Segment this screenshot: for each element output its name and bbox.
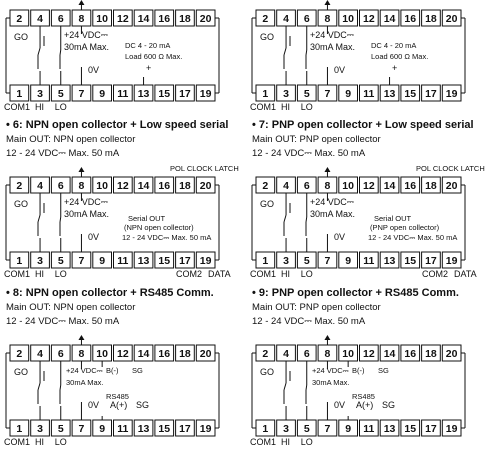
analog-output-label: DC 4 - 20 mA <box>371 41 417 50</box>
terminal-number: 1 <box>16 88 23 100</box>
terminal-number: 20 <box>199 13 212 25</box>
serial-out-label: Serial OUT <box>128 214 166 223</box>
terminal-number: 15 <box>404 255 417 267</box>
terminal-number: 5 <box>57 423 64 435</box>
wire <box>284 48 286 55</box>
terminal-number: 6 <box>57 180 64 192</box>
hi-label: HI <box>281 437 291 447</box>
go-label: GO <box>14 199 29 209</box>
terminal-number: 2 <box>262 13 269 25</box>
hi-label: HI <box>281 269 291 279</box>
plus-label: + <box>146 63 152 73</box>
terminal-number: 9 <box>99 423 106 435</box>
wire <box>60 385 61 390</box>
com1-label: COM1 <box>4 102 31 112</box>
terminal-number: 19 <box>199 423 212 435</box>
terminal-number: 7 <box>324 88 331 100</box>
terminal-number: 17 <box>179 255 191 267</box>
terminal-number: 15 <box>158 423 171 435</box>
terminal-number: 15 <box>404 423 417 435</box>
terminal-number: 3 <box>283 423 289 435</box>
terminal-number: 17 <box>179 88 191 100</box>
terminal-number: 3 <box>37 255 43 267</box>
terminal-number: 16 <box>158 13 171 25</box>
terminal-number: 10 <box>96 13 108 25</box>
supply-current-label: 30mA Max. <box>64 42 110 52</box>
terminal-number: 9 <box>99 88 106 100</box>
lo-label: LO <box>300 102 313 112</box>
wire <box>306 50 307 55</box>
terminal-number: 18 <box>179 348 191 360</box>
zero-volt-label: 0V <box>88 400 100 410</box>
terminal-number: 5 <box>303 423 310 435</box>
terminal-number: 1 <box>262 255 269 267</box>
a-plus-label: A(+) <box>110 400 128 410</box>
lo-label: LO <box>300 437 313 447</box>
terminal-number: 16 <box>158 180 171 192</box>
terminal-number: 18 <box>425 13 437 25</box>
terminal-number: 12 <box>117 13 129 25</box>
terminal-number: 9 <box>345 255 352 267</box>
com2-label: COM2 <box>422 269 449 279</box>
caption-title: • 9: PNP open collector + RS485 Comm. <box>252 287 459 299</box>
terminal-number: 16 <box>404 348 417 360</box>
terminal-number: 16 <box>404 13 417 25</box>
supply-voltage-label: +24 VDC⎓ <box>310 197 354 207</box>
terminal-number: 4 <box>37 348 43 360</box>
go-label: GO <box>260 199 275 209</box>
go-label: GO <box>14 367 29 377</box>
terminal-number: 10 <box>96 348 108 360</box>
terminal-number: 3 <box>37 423 43 435</box>
terminal-number: 13 <box>137 88 150 100</box>
terminal-number: 15 <box>158 88 171 100</box>
terminal-number: 6 <box>303 180 310 192</box>
rs485-label: RS485 <box>106 392 129 401</box>
terminal-number: 14 <box>137 348 150 360</box>
arrow-up-icon <box>324 335 330 340</box>
terminal-number: 6 <box>303 13 310 25</box>
terminal-number: 5 <box>303 255 310 267</box>
terminal-number: 17 <box>179 423 191 435</box>
terminal-number: 5 <box>57 88 64 100</box>
caption-spec: 12 - 24 VDC⎓ Max. 50 mA <box>6 148 120 159</box>
caption-spec: 12 - 24 VDC⎓ Max. 50 mA <box>252 316 366 327</box>
serial-out-label: Serial OUT <box>374 214 412 223</box>
arrow-up-icon <box>78 0 84 5</box>
terminal-number: 19 <box>199 88 212 100</box>
hi-label: HI <box>35 269 45 279</box>
terminal-number: 14 <box>137 180 150 192</box>
terminal-number: 18 <box>179 13 191 25</box>
hi-label: HI <box>281 102 291 112</box>
terminal-number: 1 <box>262 88 269 100</box>
wire <box>284 383 286 390</box>
terminal-number: 14 <box>137 13 150 25</box>
load-label: Load 600 Ω Max. <box>371 52 429 61</box>
wire <box>60 50 61 55</box>
data-label: DATA <box>208 269 231 279</box>
b-minus-label: B(-) <box>106 366 119 375</box>
rs485-label: RS485 <box>352 392 375 401</box>
terminal-number: 13 <box>383 88 396 100</box>
terminal-number: 8 <box>78 348 85 360</box>
serial-spec-label: 12 - 24 VDC⎓ Max. 50 mA <box>368 233 458 242</box>
terminal-number: 18 <box>425 180 437 192</box>
caption-main-out: Main OUT: NPN open collector <box>6 302 136 313</box>
wire <box>38 215 40 222</box>
terminal-number: 14 <box>383 13 396 25</box>
terminal-number: 4 <box>283 13 289 25</box>
caption-spec: 12 - 24 VDC⎓ Max. 50 mA <box>6 316 120 327</box>
terminal-number: 17 <box>425 88 437 100</box>
terminal-number: 11 <box>117 88 129 100</box>
data-label: DATA <box>454 269 477 279</box>
terminal-number: 7 <box>78 88 85 100</box>
terminal-number: 10 <box>96 180 108 192</box>
wire <box>284 215 286 222</box>
terminal-number: 15 <box>404 88 417 100</box>
com1-label: COM1 <box>250 102 277 112</box>
terminal-number: 3 <box>283 255 289 267</box>
terminal-number: 19 <box>445 88 458 100</box>
terminal-number: 9 <box>345 423 352 435</box>
serial-type-label: (PNP open collector) <box>370 223 440 232</box>
zero-volt-label: 0V <box>88 65 100 75</box>
com1-label: COM1 <box>4 437 31 447</box>
zero-volt-label: 0V <box>88 232 100 242</box>
zero-volt-label: 0V <box>334 400 346 410</box>
wire <box>306 217 307 222</box>
pol-clock-latch-label: POL CLOCK LATCH <box>416 164 485 173</box>
sg-bottom-label: SG <box>382 400 396 410</box>
terminal-number: 20 <box>199 180 212 192</box>
terminal-number: 8 <box>324 180 331 192</box>
supply-current-label: 30mA Max. <box>310 42 356 52</box>
terminal-number: 10 <box>342 13 354 25</box>
terminal-number: 12 <box>363 348 375 360</box>
terminal-number: 1 <box>16 423 23 435</box>
terminal-number: 10 <box>342 348 354 360</box>
com1-label: COM1 <box>250 269 277 279</box>
terminal-number: 20 <box>445 180 458 192</box>
zero-volt-label: 0V <box>334 65 346 75</box>
wire <box>38 383 40 390</box>
terminal-number: 11 <box>117 423 129 435</box>
go-label: GO <box>260 32 275 42</box>
caption-title: • 8: NPN open collector + RS485 Comm. <box>6 287 214 299</box>
terminal-number: 15 <box>158 255 171 267</box>
wire <box>306 385 307 390</box>
terminal-number: 7 <box>78 423 85 435</box>
terminal-number: 2 <box>262 348 269 360</box>
terminal-number: 16 <box>404 180 417 192</box>
terminal-number: 14 <box>383 180 396 192</box>
serial-spec-label: 12 - 24 VDC⎓ Max. 50 mA <box>122 233 212 242</box>
terminal-number: 19 <box>199 255 212 267</box>
sg-label: SG <box>378 366 389 375</box>
plus-label: + <box>392 63 398 73</box>
terminal-number: 7 <box>324 255 331 267</box>
com1-label: COM1 <box>4 269 31 279</box>
supply-current-label: 30mA Max. <box>312 378 350 387</box>
terminal-number: 16 <box>158 348 171 360</box>
go-label: GO <box>14 32 29 42</box>
terminal-number: 7 <box>324 423 331 435</box>
hi-label: HI <box>35 437 45 447</box>
terminal-number: 10 <box>342 180 354 192</box>
sg-label: SG <box>132 366 143 375</box>
supply-voltage-label: +24 VDC⎓ <box>64 197 108 207</box>
terminal-number: 13 <box>137 423 150 435</box>
com1-label: COM1 <box>250 437 277 447</box>
terminal-number: 4 <box>37 13 43 25</box>
wire <box>60 217 61 222</box>
terminal-number: 8 <box>78 13 85 25</box>
terminal-number: 8 <box>324 13 331 25</box>
terminal-number: 14 <box>383 348 396 360</box>
terminal-number: 8 <box>78 180 85 192</box>
supply-current-label: 30mA Max. <box>66 378 104 387</box>
caption-title: • 7: PNP open collector + Low speed serial <box>252 119 474 131</box>
terminal-number: 20 <box>199 348 212 360</box>
terminal-number: 20 <box>445 348 458 360</box>
lo-label: LO <box>54 437 67 447</box>
terminal-number: 13 <box>383 423 396 435</box>
terminal-number: 6 <box>57 13 64 25</box>
terminal-number: 3 <box>283 88 289 100</box>
terminal-number: 4 <box>37 180 43 192</box>
caption-title: • 6: NPN open collector + Low speed serial <box>6 119 229 131</box>
caption-main-out: Main OUT: NPN open collector <box>6 134 136 145</box>
terminal-number: 9 <box>99 255 106 267</box>
arrow-up-icon <box>78 167 84 172</box>
caption-main-out: Main OUT: PNP open collector <box>252 134 381 145</box>
serial-type-label: (NPN open collector) <box>124 223 194 232</box>
terminal-number: 17 <box>425 423 437 435</box>
arrow-up-icon <box>324 0 330 5</box>
a-plus-label: A(+) <box>356 400 374 410</box>
terminal-number: 4 <box>283 348 289 360</box>
supply-voltage-label: +24 VDC⎓ <box>310 30 354 40</box>
terminal-number: 3 <box>37 88 43 100</box>
go-label: GO <box>260 367 275 377</box>
supply-voltage-label: +24 VDC⎓ <box>64 30 108 40</box>
b-minus-label: B(-) <box>352 366 365 375</box>
arrow-up-icon <box>78 335 84 340</box>
lo-label: LO <box>300 269 313 279</box>
terminal-number: 6 <box>57 348 64 360</box>
lo-label: LO <box>54 102 67 112</box>
terminal-number: 17 <box>425 255 437 267</box>
terminal-number: 9 <box>345 88 352 100</box>
terminal-number: 4 <box>283 180 289 192</box>
terminal-number: 18 <box>425 348 437 360</box>
terminal-number: 20 <box>445 13 458 25</box>
terminal-number: 13 <box>383 255 396 267</box>
lo-label: LO <box>54 269 67 279</box>
caption-spec: 12 - 24 VDC⎓ Max. 50 mA <box>252 148 366 159</box>
arrow-up-icon <box>324 167 330 172</box>
terminal-number: 2 <box>16 348 23 360</box>
caption-main-out: Main OUT: PNP open collector <box>252 302 381 313</box>
terminal-number: 13 <box>137 255 150 267</box>
supply-voltage-label: +24 VDC⎓ <box>312 366 349 375</box>
terminal-number: 6 <box>303 348 310 360</box>
terminal-number: 1 <box>16 255 23 267</box>
zero-volt-label: 0V <box>334 232 346 242</box>
pol-clock-latch-label: POL CLOCK LATCH <box>170 164 239 173</box>
terminal-number: 12 <box>363 180 375 192</box>
terminal-number: 11 <box>117 255 129 267</box>
terminal-number: 2 <box>16 13 23 25</box>
terminal-number: 19 <box>445 255 458 267</box>
terminal-number: 2 <box>262 180 269 192</box>
com2-label: COM2 <box>176 269 203 279</box>
supply-current-label: 30mA Max. <box>64 209 110 219</box>
terminal-number: 5 <box>57 255 64 267</box>
terminal-number: 12 <box>117 180 129 192</box>
terminal-number: 11 <box>363 423 375 435</box>
sg-bottom-label: SG <box>136 400 150 410</box>
terminal-number: 11 <box>363 88 375 100</box>
terminal-number: 19 <box>445 423 458 435</box>
terminal-number: 12 <box>363 13 375 25</box>
terminal-number: 5 <box>303 88 310 100</box>
hi-label: HI <box>35 102 45 112</box>
analog-output-label: DC 4 - 20 mA <box>125 41 171 50</box>
supply-voltage-label: +24 VDC⎓ <box>66 366 103 375</box>
terminal-number: 2 <box>16 180 23 192</box>
terminal-number: 7 <box>78 255 85 267</box>
terminal-number: 8 <box>324 348 331 360</box>
terminal-number: 18 <box>179 180 191 192</box>
terminal-number: 11 <box>363 255 375 267</box>
load-label: Load 600 Ω Max. <box>125 52 183 61</box>
terminal-number: 1 <box>262 423 269 435</box>
terminal-number: 12 <box>117 348 129 360</box>
supply-current-label: 30mA Max. <box>310 209 356 219</box>
wire <box>38 48 40 55</box>
